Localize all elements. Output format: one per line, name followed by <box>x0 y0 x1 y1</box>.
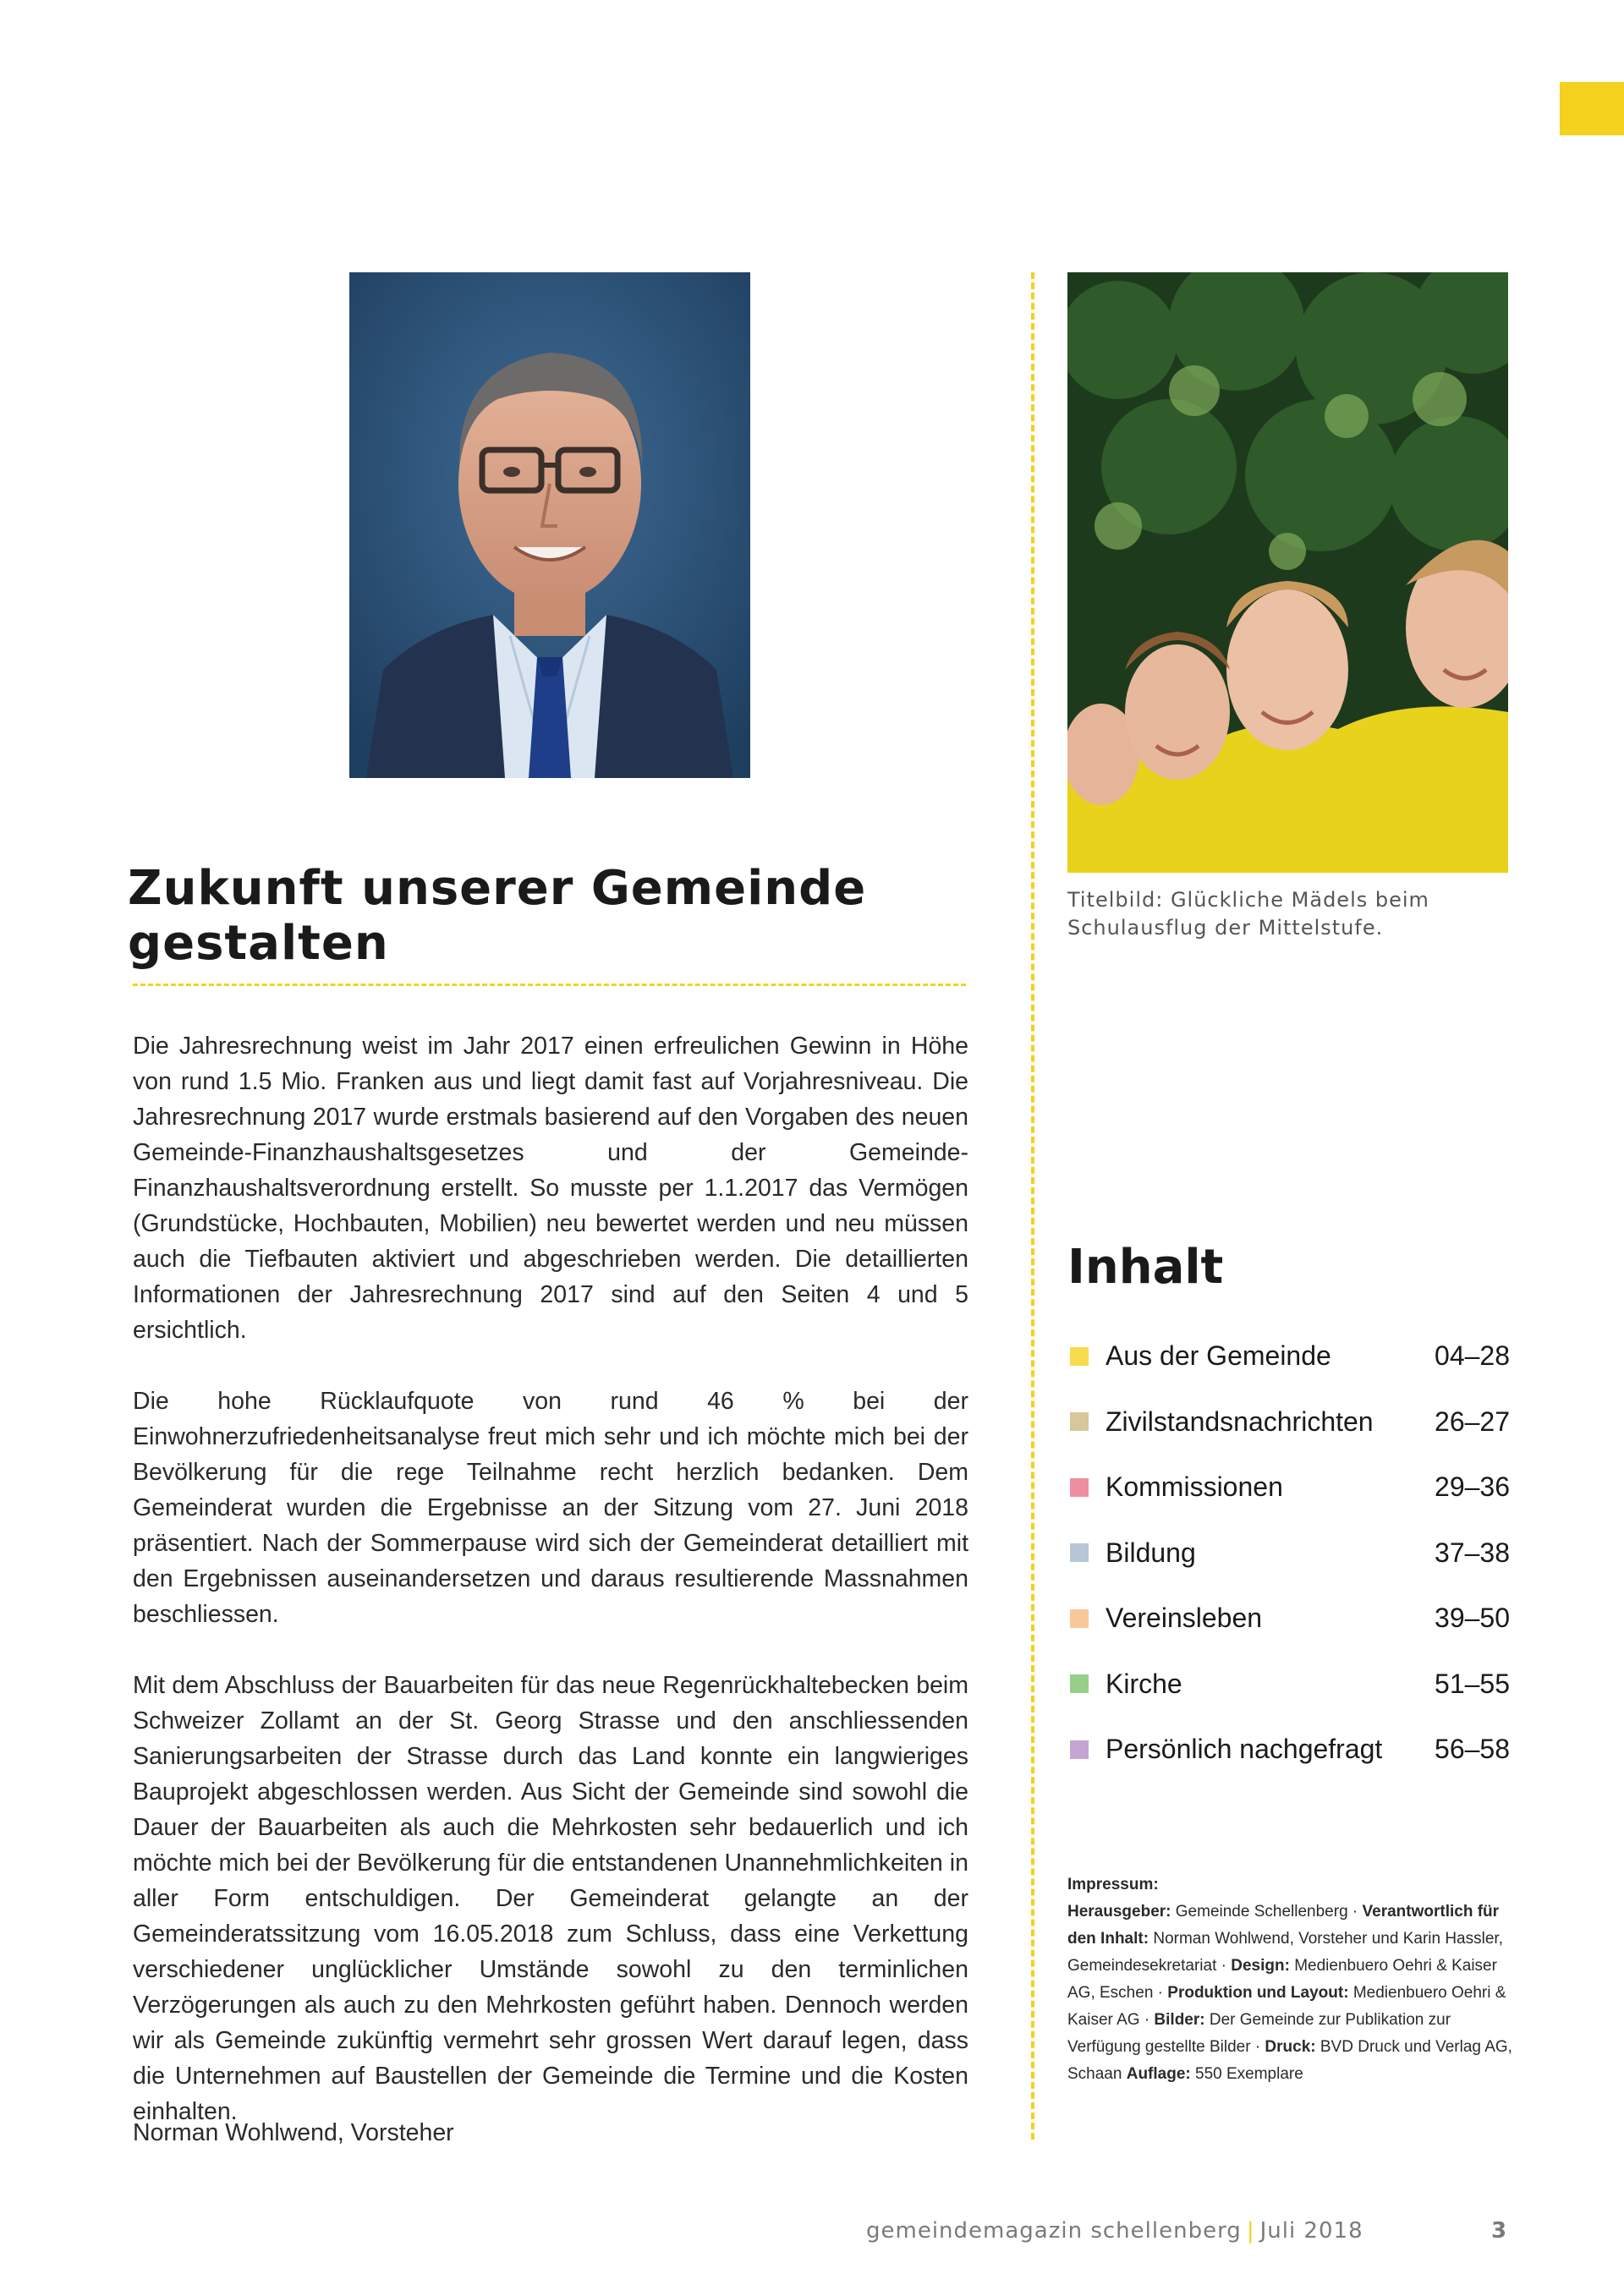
toc-pages: 37–38 <box>1435 1537 1510 1568</box>
toc-item[interactable] <box>1070 1652 1510 1718</box>
toc-color-swatch <box>1070 1412 1089 1431</box>
toc-item[interactable] <box>1070 1389 1510 1455</box>
impressum <box>1067 1871 1513 2088</box>
impressum-label: Design: <box>1231 1957 1290 1975</box>
impressum-value: Medienbuero Oehri & Kaiser AG · <box>1067 1984 1506 2029</box>
toc-color-swatch <box>1070 1478 1089 1497</box>
portrait-photo <box>349 272 750 778</box>
editorial-body <box>133 1028 968 2165</box>
toc-label: Vereinsleben <box>1106 1603 1263 1634</box>
headline-divider <box>133 984 966 986</box>
toc-pages: 04–28 <box>1435 1340 1510 1372</box>
toc-color-swatch <box>1070 1674 1089 1693</box>
editorial-paragraph-3: Mit dem Abschluss der Bauarbeiten für das neue Regenrückhaltebecken beim Schweizer Zollamt an der St. Georg Strasse und den anschliessenden Sanierungsarbeiten der Strasse durch das Land konnte ein langwieriges Bauprojekt abgeschlossen werden. Aus Sicht der Gemeinde sind sowohl die Dauer der Bauarbeiten als auch die Mehrkosten sehr bedauerlich und ich möchte mich bei der Bevölkerung für die entstandenen Unannehmlichkeiten in aller Form entschuldigen. Der Gemeinderat gelangte an der Gemeinderatssitzung vom 16.05.2018 zum Schluss, dass eine Verkettung verschiedener unglücklicher Umstände sowohl zu den terminlichen Verzögerungen als auch zu den Mehrkosten geführt haben. Dennoch werden wir als Gemeinde zukünftig vermehrt sehr grossen Wert darauf legen, dass die Unternehmen auf Baustellen der Gemeinde die Termine und die Kosten einhalten. <box>133 1672 968 2125</box>
impressum-value: Norman Wohlwend, Vorsteher und Karin Hassler, Gemeindesekretariat · <box>1067 1930 1503 1975</box>
impressum-label: Bilder: <box>1154 2011 1205 2029</box>
toc-pages: 51–55 <box>1435 1668 1510 1699</box>
impressum-value: BVD Druck und Verlag AG, Schaan <box>1067 2038 1512 2083</box>
toc-item[interactable] <box>1070 1717 1510 1783</box>
toc-item[interactable] <box>1070 1586 1510 1652</box>
toc-color-swatch <box>1070 1740 1089 1759</box>
corner-tab <box>1560 82 1624 135</box>
impressum-value: 550 Exemplare <box>1190 2065 1303 2083</box>
cover-caption: Titelbild: Glückliche Mädels beim Schulausflug der Mittelstufe. <box>1067 888 1429 940</box>
impressum-label: Produktion und Layout: <box>1167 1984 1349 2002</box>
toc-pages: 39–50 <box>1435 1603 1510 1634</box>
impressum-label: Druck: <box>1265 2038 1316 2056</box>
signature: Norman Wohlwend, Vorsteher <box>133 2119 454 2146</box>
toc-label: Persönlich nachgefragt <box>1106 1734 1383 1765</box>
footer-magazine: gemeindemagazin schellenberg <box>866 2218 1242 2244</box>
headline: Zukunft unserer Gemeinde gestalten <box>128 861 867 971</box>
footer-separator: | <box>1246 2218 1255 2244</box>
editorial-paragraph-2: Die hohe Rücklaufquote von rund 46 % bei der Einwohnerzufriedenheitsanalyse freut mich sehr und ich möchte mich bei der Bevölkerung für die rege Teilnahme recht herzlich bedanken. Dem Gemeinderat wurden die Ergebnisse an der Sitzung vom 27. Juni 2018 präsentiert. Nach der Sommerpause wird sich der Gemeinderat detailliert mit den Ergebnissen auseinandersetzen und daraus resultierende Massnahmen beschliessen. <box>133 1388 968 1628</box>
footer <box>866 2218 1363 2244</box>
toc-color-swatch <box>1070 1543 1089 1562</box>
toc-label: Zivilstandsnachrichten <box>1106 1406 1374 1437</box>
toc-label: Kirche <box>1106 1668 1182 1699</box>
table-of-contents <box>1070 1323 1510 1783</box>
impressum-value: Gemeinde Schellenberg · <box>1171 1903 1363 1921</box>
toc-label: Bildung <box>1106 1537 1196 1568</box>
impressum-value: Medienbuero Oehri & Kaiser AG, Eschen · <box>1067 1957 1497 2002</box>
impressum-label: Auflage: <box>1126 2065 1191 2083</box>
impressum-value: Der Gemeinde zur Publikation zur Verfügung gestellte Bilder · <box>1067 2011 1451 2056</box>
page-number: 3 <box>1491 2218 1507 2244</box>
toc-color-swatch <box>1070 1347 1089 1366</box>
toc-item[interactable] <box>1070 1455 1510 1521</box>
impressum-title: Impressum: <box>1067 1876 1159 1893</box>
toc-color-swatch <box>1070 1609 1089 1628</box>
impressum-label: Herausgeber: <box>1067 1903 1171 1921</box>
impressum-label: Verantwortlich für den Inhalt: <box>1067 1903 1500 1948</box>
cover-photo <box>1067 272 1508 873</box>
toc-pages: 56–58 <box>1435 1734 1510 1765</box>
column-divider <box>1031 272 1034 2140</box>
footer-issue: Juli 2018 <box>1259 2218 1363 2244</box>
toc-item[interactable] <box>1070 1323 1510 1389</box>
editorial-paragraph-1: Die Jahresrechnung weist im Jahr 2017 einen erfreulichen Gewinn in Höhe von rund 1.5 Mio. Franken aus und liegt damit fast auf Vorjahresniveau. Die Jahresrechnung 2017 wurde erstmals basierend auf den Vorgaben des neuen Gemeinde-Finanzhaushaltsgesetzes und der Gemeinde-Finanzhaushaltsverordnung erstellt. So musste per 1.1.2017 das Vermögen (Grundstücke, Hochbauten, Mobilien) neu bewertet werden und neu müssen auch die Tiefbauten aktiviert und abgeschrieben werden. Die detaillierten Informationen der Jahresrechnung 2017 sind auf den Seiten 4 und 5 ersichtlich. <box>133 1033 968 1344</box>
toc-label: Aus der Gemeinde <box>1106 1340 1331 1372</box>
toc-title: Inhalt <box>1067 1240 1224 1295</box>
toc-item[interactable] <box>1070 1521 1510 1586</box>
toc-pages: 26–27 <box>1435 1406 1510 1437</box>
toc-pages: 29–36 <box>1435 1471 1510 1503</box>
toc-label: Kommissionen <box>1106 1471 1283 1503</box>
